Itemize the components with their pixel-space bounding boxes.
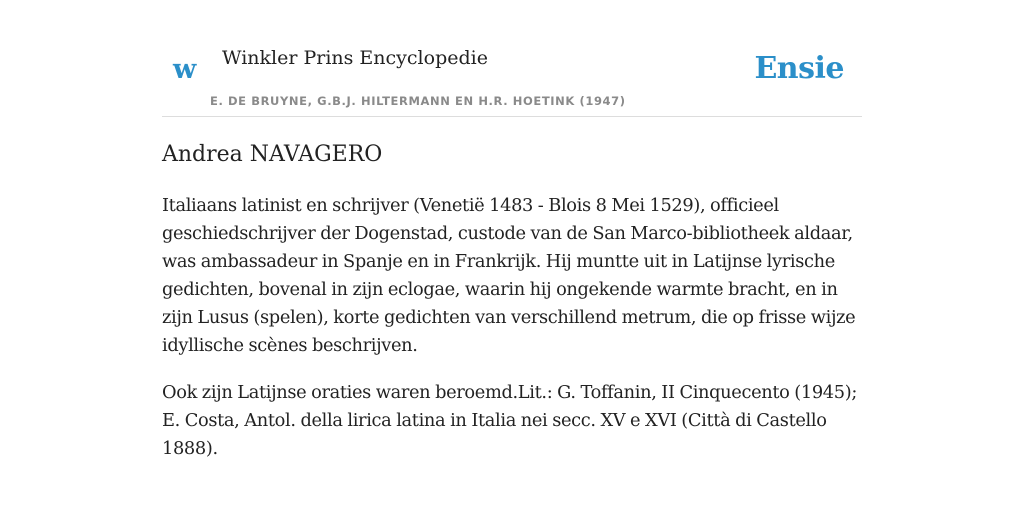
- article-paragraph: Italiaans latinist en schrijver (Venetië 1483 - Blois 8 Mei 1529), officieel geschiedschrijver der Dogenstad, custode van de San Marco-bibliotheek aldaar, was ambassadeur in Spanje en in Frankrijk. Hij muntte uit in Latijnse lyrische gedichten, bovenal in zijn eclogae, waarin hij ongekende warmte bracht, en in zijn Lusus (spelen), korte gedichten van verschillend metrum, die op frisse wijze idyllische scènes beschrijven.: [162, 195, 856, 356]
- article-title: Andrea NAVAGERO: [162, 142, 383, 167]
- site-header: [162, 36, 862, 117]
- winkler-prins-logo[interactable]: w: [173, 54, 197, 85]
- article-body: [162, 192, 862, 482]
- ensie-brand-logo[interactable]: Ensie: [754, 51, 844, 86]
- publication-title[interactable]: Winkler Prins Encyclopedie: [222, 47, 488, 69]
- publication-authors: E. DE BRUYNE, G.B.J. HILTERMANN EN H.R. HOETINK (1947): [210, 94, 626, 108]
- article-paragraph: Ook zijn Latijnse oraties waren beroemd.Lit.: G. Toffanin, II Cinquecento (1945); E. Costa, Antol. della lirica latina in Italia nei secc. XV e XVI (Città di Castello 1888).: [162, 382, 857, 459]
